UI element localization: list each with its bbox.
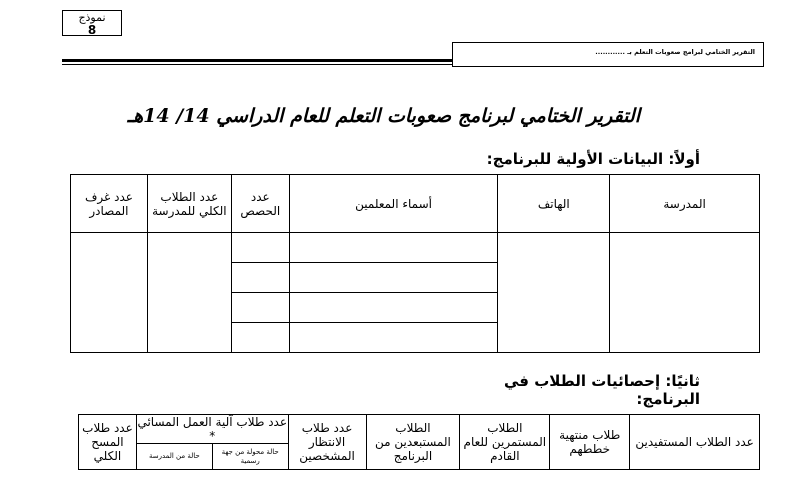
program-info-table xyxy=(70,174,760,353)
table-row xyxy=(71,233,760,263)
header-phone: الهاتف xyxy=(498,175,610,233)
cell-periods xyxy=(231,293,289,323)
header-continuing: الطلاب المستمرين للعام القادم xyxy=(460,415,550,470)
cell-teacher-name xyxy=(289,233,498,263)
student-stats-table xyxy=(78,414,760,470)
header-evening-official: حالة محولة من جهة رسمية xyxy=(212,444,288,470)
header-waiting: عدد طلاب الانتظار المشخصين xyxy=(288,415,366,470)
section1-title: أولاً: البيانات الأولية للبرنامج: xyxy=(486,150,700,168)
table-header-row xyxy=(71,175,760,233)
header-completed: طلاب منتهية خططهم xyxy=(550,415,630,470)
section2-title: ثانيًا: إحصائيات الطلاب في البرنامج: xyxy=(504,372,700,408)
cell-phone xyxy=(498,233,610,353)
cell-total-students xyxy=(147,233,231,353)
cell-periods xyxy=(231,323,289,353)
cell-periods xyxy=(231,263,289,293)
cell-teacher-name xyxy=(289,263,498,293)
form-number-box xyxy=(62,10,122,36)
header-beneficiaries: عدد الطلاب المستفيدين xyxy=(630,415,760,470)
header-excluded: الطلاب المستبعدين من البرنامج xyxy=(366,415,460,470)
page-title: التقرير الختامي لبرنامج صعوبات التعلم للعام الدراسي 14/ 14هـ xyxy=(127,105,640,127)
form-number: 8 xyxy=(87,23,97,37)
cell-teacher-name xyxy=(289,323,498,353)
header-school: المدرسة xyxy=(610,175,760,233)
header-teachers: أسماء المعلمين xyxy=(289,175,498,233)
header-evening-school: حالة من المدرسة xyxy=(136,444,212,470)
cell-school xyxy=(610,233,760,353)
form-label: نموذج xyxy=(78,11,106,24)
cell-periods xyxy=(231,233,289,263)
header-total-students: عدد الطلاب الكلي للمدرسة xyxy=(147,175,231,233)
header-periods: عدد الحصص xyxy=(231,175,289,233)
cell-teacher-name xyxy=(289,293,498,323)
header-report-box: التقرير الختامي لبرامج صعوبات التعلم بـ ............ xyxy=(452,42,764,67)
header-evening: عدد طلاب آلية العمل المسائي * xyxy=(137,415,288,443)
header-survey: عدد طلاب المسح الكلي xyxy=(79,415,137,470)
header-resource-rooms: عدد غرف المصادر xyxy=(71,175,148,233)
cell-resource-rooms xyxy=(71,233,148,353)
table-header-row xyxy=(79,415,760,444)
